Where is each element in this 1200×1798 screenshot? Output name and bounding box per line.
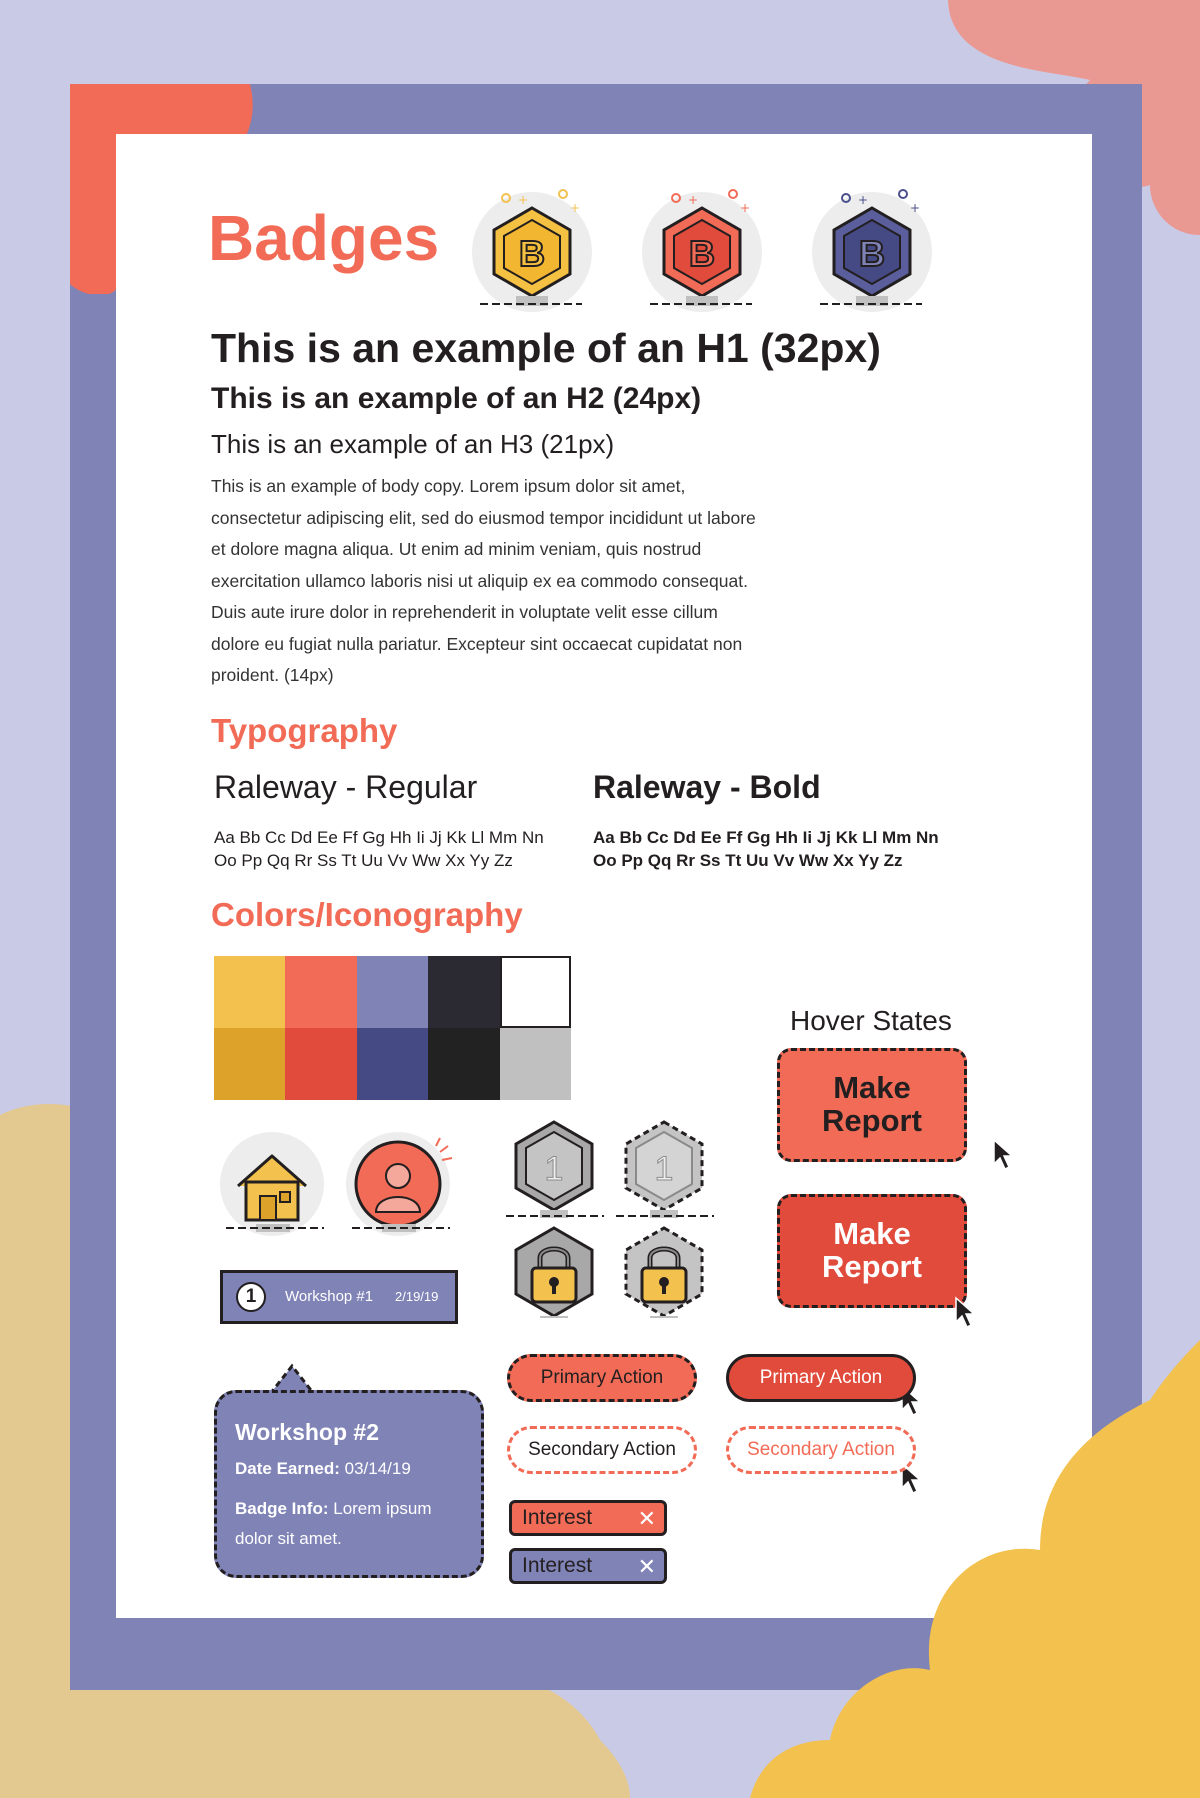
tag-label: Interest: [522, 1506, 593, 1529]
number-badge-hover-icon: [616, 1122, 714, 1218]
badge-number: 1: [654, 1150, 674, 1188]
card-info-label: Badge Info:: [235, 1499, 329, 1518]
badge-letter: B: [519, 233, 545, 274]
font-regular-name: Raleway - Regular: [214, 769, 478, 805]
card-info-row: [235, 1494, 465, 1554]
badge-purple-icon: [812, 190, 932, 312]
font-regular-alphabet-1: Aa Bb Cc Dd Ee Ff Gg Hh Ii Jj Kk Ll Mm Nn: [214, 828, 544, 847]
cursor-icon: [992, 1138, 1014, 1172]
svg-text:+: +: [910, 201, 921, 215]
badge-coral-icon: [642, 190, 762, 312]
body-copy-sample: This is an example of body copy. Lorem ipsum dolor sit amet, consectetur adipiscing elit, sed do eiusmod tempor incididunt ut labore et dolore magna aliqua. Ut enim ad minim veniam, quis nostrud exercitation ullamco laboris nisi ut aliquip ex ea commodo consequat. Duis aute irure dolor in reprehenderit in voluptate velit esse cillum dolore eu fugiat nulla pariatur. Excepteur sint occaecat cupidatat non proident. (14px): [211, 476, 756, 685]
typography-heading: Typography: [211, 712, 398, 749]
make-report-button[interactable]: Make Report: [777, 1048, 967, 1162]
swatch-gray: [500, 1028, 571, 1100]
card-info-value: Lorem ipsum dolor sit amet.: [235, 1499, 432, 1548]
color-palette: [214, 956, 571, 1100]
interest-tag[interactable]: [509, 1500, 667, 1536]
locked-badge-icon: [506, 1228, 604, 1318]
make-report-button-hover[interactable]: Make Report: [777, 1194, 967, 1308]
badge-states-grid: [496, 1118, 726, 1318]
workshop-name: Workshop #1: [285, 1288, 374, 1305]
swatch-white: [500, 956, 571, 1028]
close-icon[interactable]: ✕: [637, 1506, 656, 1531]
primary-action-button-hover[interactable]: Primary Action: [726, 1354, 916, 1402]
card-date-value: 03/14/19: [344, 1459, 411, 1478]
swatch-coral-dark: [285, 1028, 356, 1100]
badge-letter: B: [859, 233, 885, 274]
swatch-purple-dark: [357, 1028, 428, 1100]
secondary-action-button-hover[interactable]: Secondary Action: [726, 1426, 916, 1474]
card-date-row: [235, 1459, 411, 1479]
colors-heading: Colors/Iconography: [211, 896, 523, 933]
hover-states-title: Hover States: [790, 1005, 952, 1036]
secondary-action-button[interactable]: Secondary Action: [507, 1426, 697, 1474]
svg-text:+: +: [570, 201, 581, 215]
workshop-date: 2/19/19: [395, 1289, 439, 1304]
h3-sample: This is an example of an H3 (21px): [211, 429, 615, 459]
h2-sample: This is an example of an H2 (24px): [211, 382, 702, 415]
card-title: Workshop #2: [235, 1419, 379, 1445]
h1-sample: This is an example of an H1 (32px): [211, 325, 881, 371]
badge-number: 1: [544, 1150, 564, 1188]
home-icon: [220, 1132, 324, 1236]
cursor-icon: [954, 1296, 976, 1330]
corner-blob-bottom-right: [750, 1340, 1200, 1798]
workshop-list-item[interactable]: [220, 1270, 458, 1324]
swatch-yellow-dark: [214, 1028, 285, 1100]
primary-action-button[interactable]: Primary Action: [507, 1354, 697, 1402]
swatch-black: [428, 1028, 499, 1100]
svg-text:+: +: [688, 193, 699, 207]
close-icon[interactable]: ✕: [637, 1554, 656, 1579]
svg-text:+: +: [858, 193, 869, 207]
font-bold-alphabet-2: Oo Pp Qq Rr Ss Tt Uu Vv Ww Xx Yy Zz: [593, 851, 903, 870]
number-badge-icon: [506, 1122, 604, 1218]
font-regular-alphabet-2: Oo Pp Qq Rr Ss Tt Uu Vv Ww Xx Yy Zz: [214, 851, 513, 870]
svg-text:+: +: [518, 193, 529, 207]
interest-tag[interactable]: [509, 1548, 667, 1584]
badge-yellow-icon: [472, 190, 592, 312]
icon-row: [216, 1132, 456, 1244]
swatch-yellow: [214, 956, 285, 1028]
badge-row: [470, 186, 960, 316]
workshop-detail-card: [214, 1390, 484, 1578]
workshop-number-circle: 1: [236, 1282, 266, 1312]
svg-text:+: +: [740, 201, 751, 215]
page-title: Badges: [208, 202, 440, 274]
swatch-dark: [428, 956, 499, 1028]
swatch-purple: [357, 956, 428, 1028]
user-icon: [346, 1132, 452, 1236]
locked-badge-hover-icon: [616, 1228, 714, 1318]
font-bold-alphabet-1: Aa Bb Cc Dd Ee Ff Gg Hh Ii Jj Kk Ll Mm Nn: [593, 828, 939, 847]
swatch-coral: [285, 956, 356, 1028]
card-date-label: Date Earned:: [235, 1459, 340, 1478]
badge-letter: B: [689, 233, 715, 274]
tag-label: Interest: [522, 1554, 593, 1577]
font-bold-name: Raleway - Bold: [593, 769, 821, 805]
